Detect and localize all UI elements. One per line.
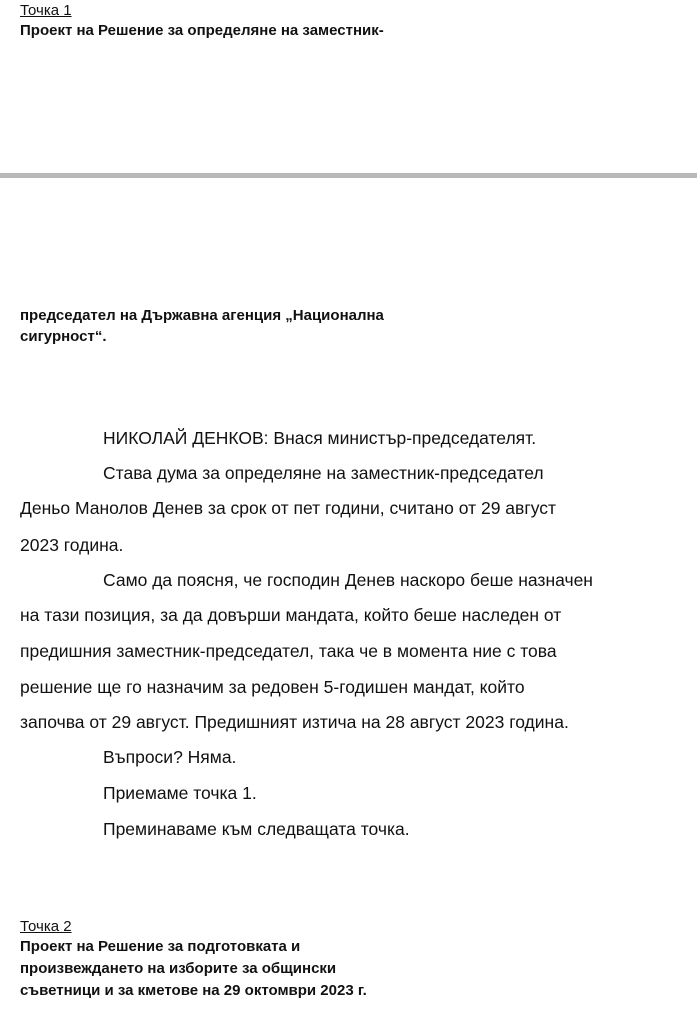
point-1-heading: Точка 1 bbox=[20, 2, 72, 19]
transcript-line: Преминаваме към следващата точка. bbox=[103, 819, 410, 839]
transcript-line: НИКОЛАЙ ДЕНКОВ: Внася министър-председателят. bbox=[103, 428, 537, 448]
point-2-title-line-1: Проект на Решение за подготовката и bbox=[20, 938, 301, 955]
point-1-title-line-1: Проект на Решение за определяне на заместник- bbox=[20, 22, 384, 39]
transcript-line: 2023 година. bbox=[20, 535, 124, 555]
transcript-line: Става дума за определяне на заместник-председател bbox=[103, 463, 544, 483]
transcript-line: решение ще го назначим за редовен 5-годишен мандат, който bbox=[20, 677, 525, 697]
transcript-line: Приемаме точка 1. bbox=[103, 783, 257, 803]
point-2-title-line-3: съветници и за кметове на 29 октомври 2023 г. bbox=[20, 982, 367, 999]
transcript-line: Деньо Манолов Денев за срок от пет години, считано от 29 август bbox=[20, 498, 557, 518]
transcript-line: Само да поясня, че господин Денев наскоро беше назначен bbox=[103, 570, 593, 590]
transcript-line: започва от 29 август. Предишният изтича на 28 август 2023 година. bbox=[20, 712, 569, 732]
page-divider bbox=[0, 173, 697, 178]
transcript-line: предишния заместник-председател, така че в момента ние с това bbox=[20, 641, 557, 661]
point-1-title-line-3: сигурност“. bbox=[20, 328, 107, 345]
point-1-title-line-2: председател на Държавна агенция „Национална bbox=[20, 307, 384, 324]
transcript-line: на тази позиция, за да довърши мандата, който беше наследен от bbox=[20, 605, 562, 625]
point-2-title-line-2: произвеждането на изборите за общински bbox=[20, 960, 337, 977]
transcript-line: Въпроси? Няма. bbox=[103, 747, 237, 767]
point-2-heading: Точка 2 bbox=[20, 918, 72, 935]
